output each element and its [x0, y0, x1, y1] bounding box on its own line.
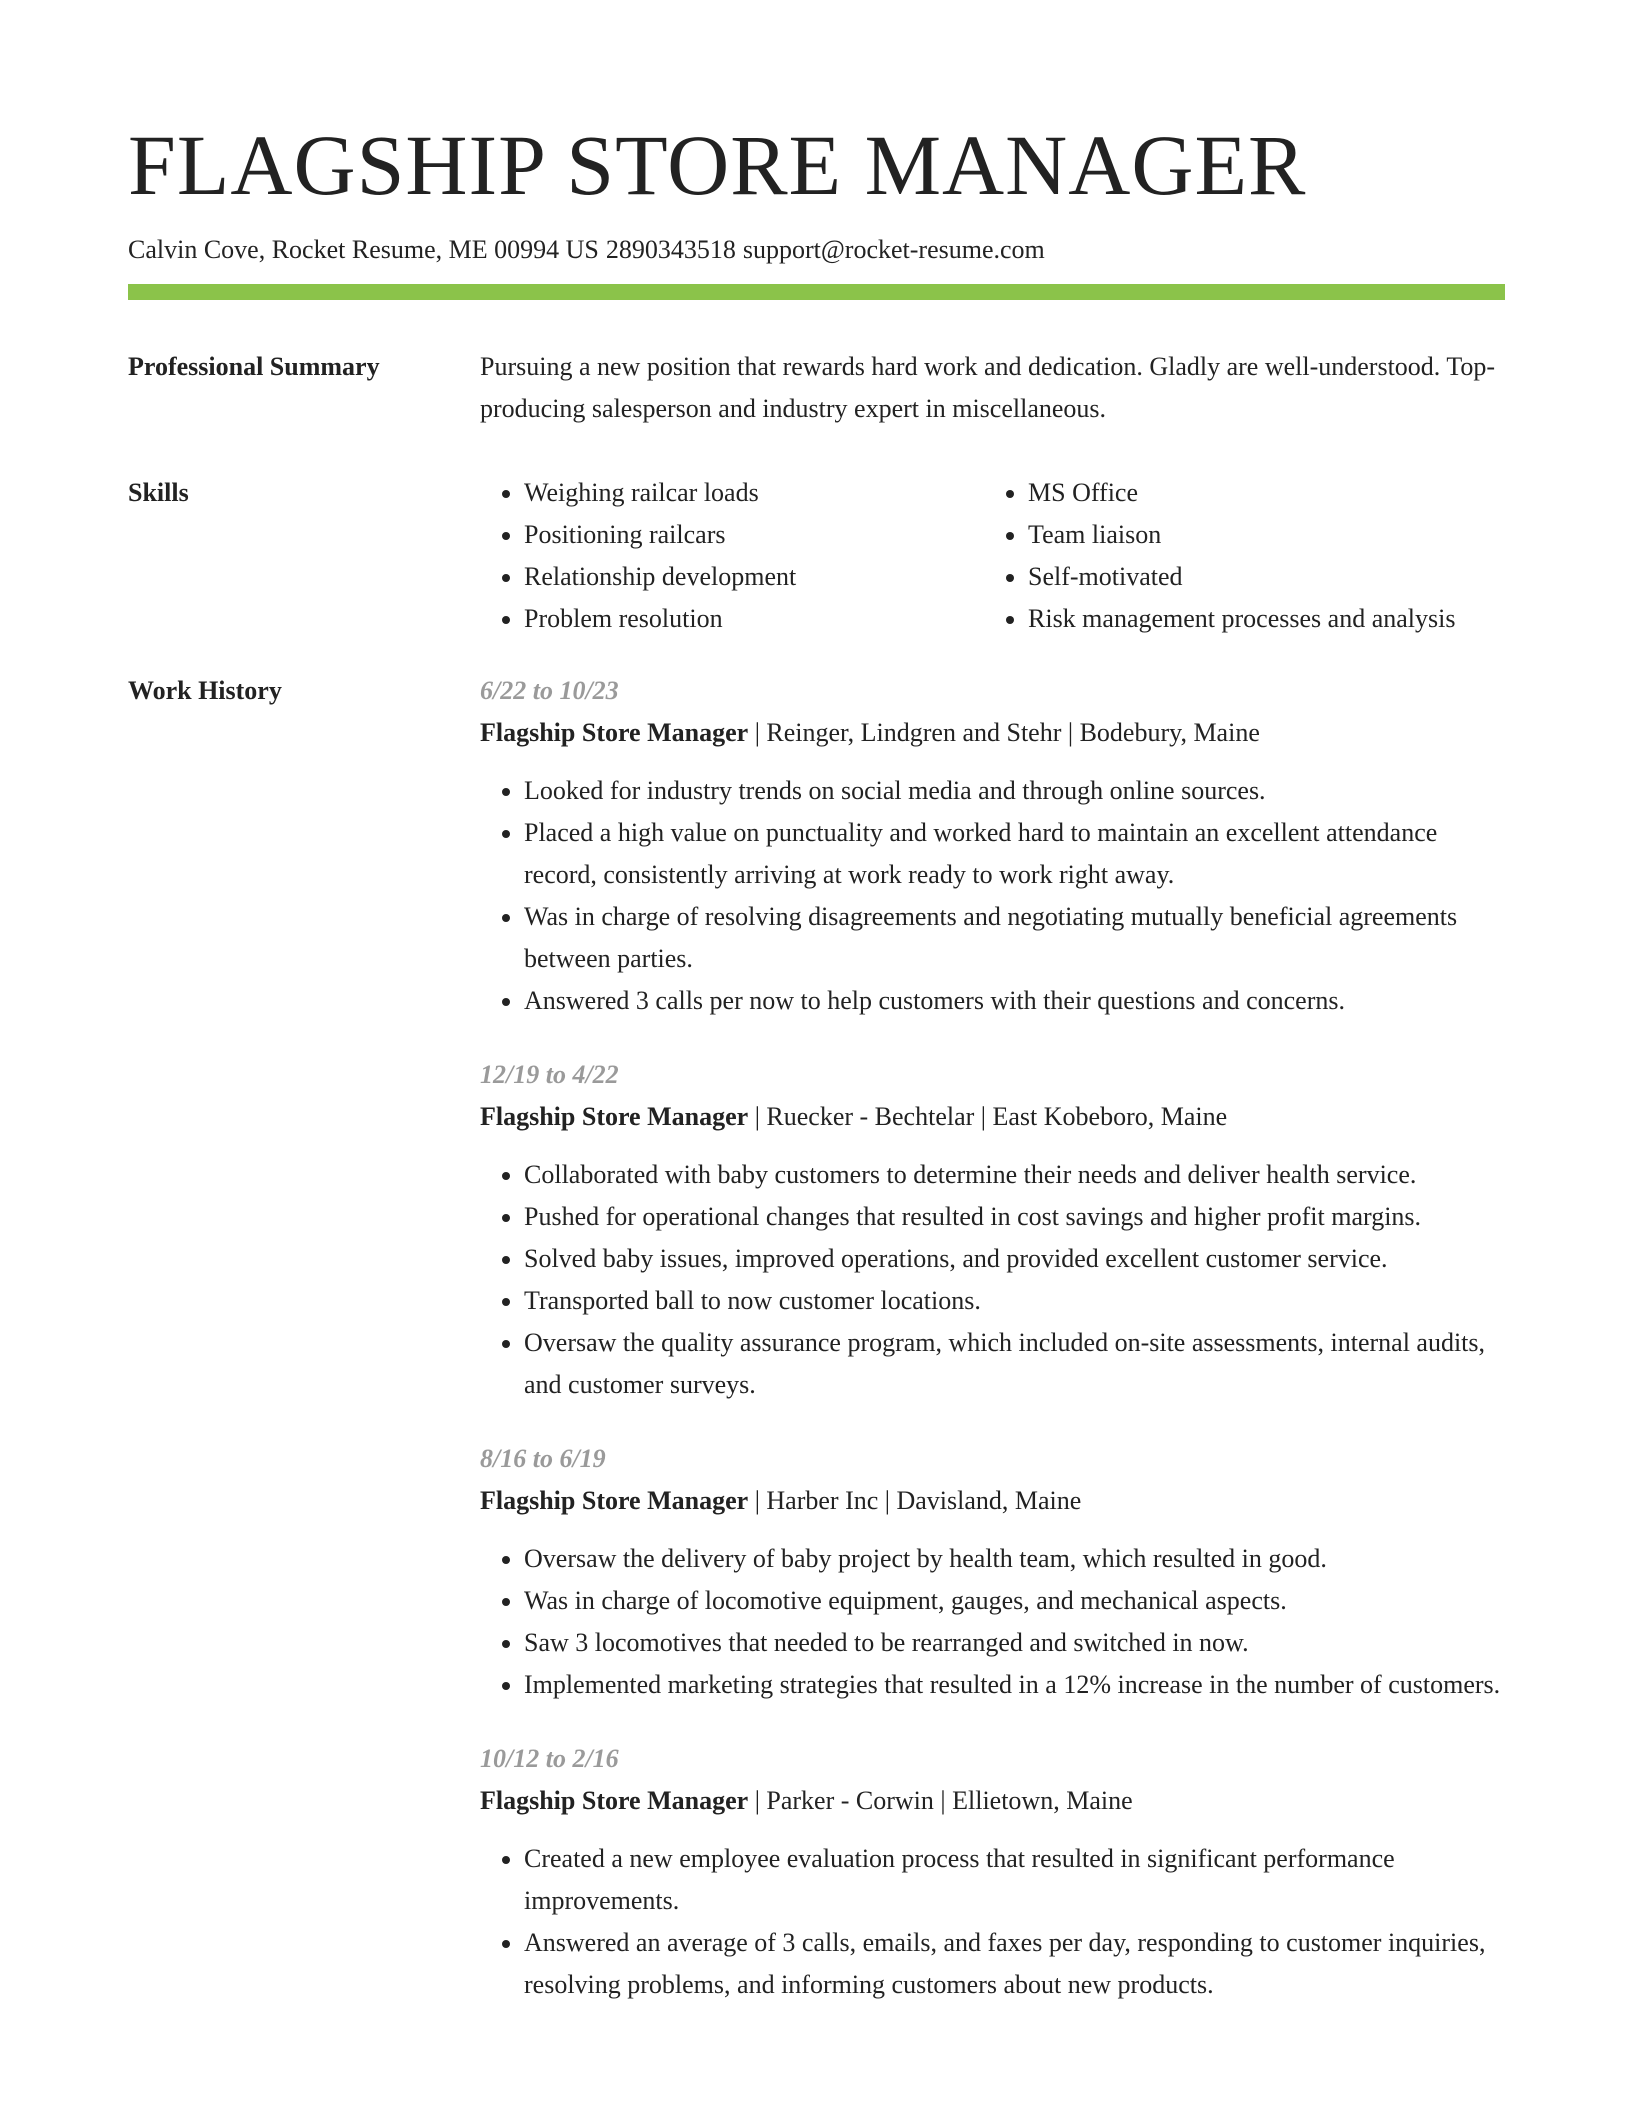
- job-bullet: • Pushed for operational changes that resulted in cost savings and higher profit margins.: [524, 1196, 1505, 1238]
- job-bullet: • Answered 3 calls per now to help customers with their questions and concerns.: [524, 980, 1505, 1022]
- job-heading: [480, 712, 1505, 754]
- job-heading: [480, 1480, 1505, 1522]
- resume-page: [128, 118, 1505, 2038]
- job-dates: 10/12 to 2/16: [480, 1744, 619, 1774]
- work-history-section: [128, 670, 1505, 2038]
- accent-divider: [128, 284, 1505, 300]
- skills-list: [480, 472, 1505, 640]
- job-entry: [480, 1738, 1505, 2006]
- job-bullets: [480, 1154, 1505, 1406]
- job-bullet: • Placed a high value on punctuality and worked hard to maintain an excellent attendance record, consistently arriving at work ready to work right away.: [524, 812, 1505, 896]
- job-role: Flagship Store Manager: [480, 718, 749, 748]
- contact-line: [128, 233, 1505, 267]
- job-bullet: • Looked for industry trends on social media and through online sources.: [524, 770, 1505, 812]
- job-entry: [480, 1438, 1505, 1706]
- job-details: | Harber Inc | Davisland, Maine: [748, 1486, 1082, 1516]
- job-bullet: • Solved baby issues, improved operations, and provided excellent customer service.: [524, 1238, 1505, 1280]
- job-entry: [480, 670, 1505, 1022]
- job-details: | Reinger, Lindgren and Stehr | Bodebury, Maine: [748, 718, 1260, 748]
- skill-item: • Positioning railcars: [524, 514, 984, 556]
- job-dates: 8/16 to 6/19: [480, 1444, 606, 1474]
- job-details: | Parker - Corwin | Ellietown, Maine: [748, 1786, 1133, 1816]
- job-bullets: [480, 770, 1505, 1022]
- contact-phone: 2890343518: [605, 234, 736, 264]
- job-role: Flagship Store Manager: [480, 1102, 749, 1132]
- work-history-list: [480, 670, 1505, 2038]
- job-heading: [480, 1780, 1505, 1822]
- job-bullet: • Answered an average of 3 calls, emails, and faxes per day, responding to customer inquiries, resolving problems, and informing customers about new products.: [524, 1922, 1505, 2006]
- summary-text: Pursuing a new position that rewards hard work and dedication. Gladly are well-understood. Top-producing salesperson and industry expert in miscellaneous.: [480, 352, 1496, 424]
- job-dates: 12/19 to 4/22: [480, 1060, 619, 1090]
- summary-heading: Professional Summary: [128, 352, 380, 382]
- skills-section: [128, 472, 1505, 640]
- job-bullet: • Collaborated with baby customers to determine their needs and deliver health service.: [524, 1154, 1505, 1196]
- job-bullet: • Oversaw the quality assurance program, which included on-site assessments, internal audits, and customer surveys.: [524, 1322, 1505, 1406]
- job-bullet: • Implemented marketing strategies that resulted in a 12% increase in the number of customers.: [524, 1664, 1505, 1706]
- job-bullet: • Saw 3 locomotives that needed to be rearranged and switched in now.: [524, 1622, 1505, 1664]
- skill-item: • Problem resolution: [524, 598, 984, 640]
- job-entry: [480, 1054, 1505, 1406]
- skill-item: • Team liaison: [1028, 514, 1505, 556]
- skills-column-1: [480, 472, 984, 640]
- job-heading: [480, 1096, 1505, 1138]
- job-role: Flagship Store Manager: [480, 1786, 749, 1816]
- job-bullet: • Oversaw the delivery of baby project by health team, which resulted in good.: [524, 1538, 1505, 1580]
- skills-column-2: [984, 472, 1505, 640]
- job-bullet: • Was in charge of resolving disagreements and negotiating mutually beneficial agreements between parties.: [524, 896, 1505, 980]
- work-history-heading: Work History: [128, 676, 282, 706]
- skill-item: • Risk management processes and analysis: [1028, 598, 1505, 640]
- job-bullet: • Transported ball to now customer locations.: [524, 1280, 1505, 1322]
- job-bullets: [480, 1538, 1505, 1706]
- skill-item: • Relationship development: [524, 556, 984, 598]
- skill-item: • MS Office: [1028, 472, 1505, 514]
- job-role: Flagship Store Manager: [480, 1486, 749, 1516]
- skill-item: • Self-motivated: [1028, 556, 1505, 598]
- skills-heading: Skills: [128, 478, 189, 508]
- summary-section: [128, 346, 1505, 430]
- contact-address: Calvin Cove, Rocket Resume, ME 00994 US: [128, 234, 599, 264]
- job-details: | Ruecker - Bechtelar | East Kobeboro, Maine: [748, 1102, 1228, 1132]
- resume-title: FLAGSHIP STORE MANAGER: [128, 117, 1307, 213]
- job-bullets: [480, 1838, 1505, 2006]
- job-bullet: • Created a new employee evaluation process that resulted in significant performance improvements.: [524, 1838, 1505, 1922]
- skill-item: • Weighing railcar loads: [524, 472, 984, 514]
- job-bullet: • Was in charge of locomotive equipment, gauges, and mechanical aspects.: [524, 1580, 1505, 1622]
- contact-email: support@rocket-resume.com: [742, 234, 1045, 264]
- job-dates: 6/22 to 10/23: [480, 676, 619, 706]
